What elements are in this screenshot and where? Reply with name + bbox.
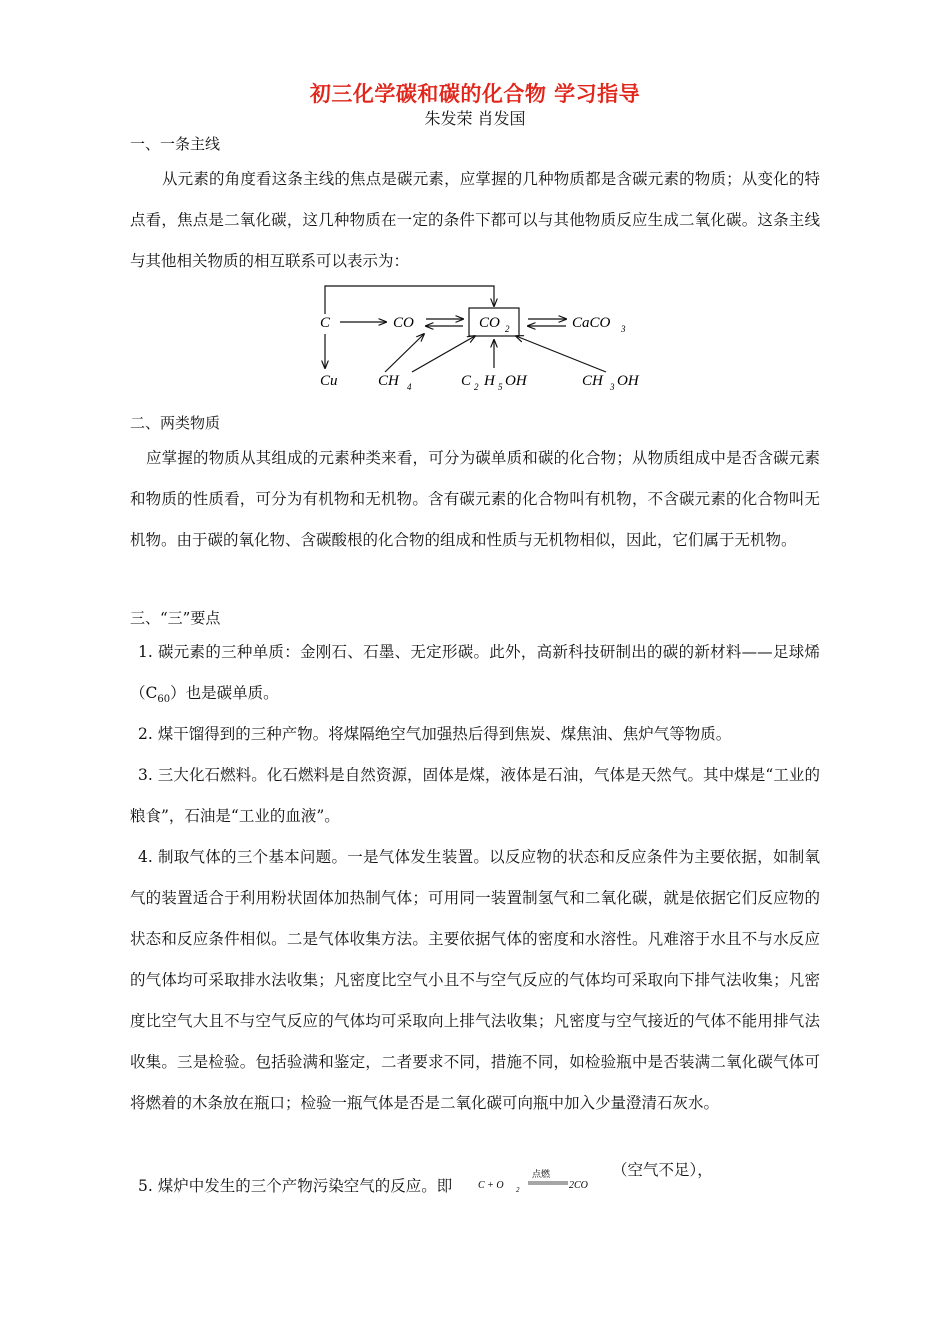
point-3: 3. 三大化石燃料。化石燃料是自然资源，固体是煤，液体是石油，气体是天然气。其中煤是“工业的粮食”，石油是“工业的血液”。: [130, 766, 820, 825]
label-c2h5oh-oh: OH: [505, 373, 527, 389]
label-co: CO: [393, 315, 414, 331]
label-ch3oh-oh: OH: [617, 373, 639, 389]
label-ch3oh-ch: CH: [582, 373, 603, 389]
section-heading-2: 二、两类物质: [130, 414, 221, 432]
carbon-relation-diagram: [300, 276, 660, 400]
point-1-text-a: 1. 碳元素的三种单质：金刚石、石墨、无定形碳。此外，高新科技研制出的碳的新材料——足球烯（C: [130, 643, 820, 702]
label-ch4: CH: [378, 373, 399, 389]
point-2: 2. 煤干馏得到的三种产物。将煤隔绝空气加强热后得到焦炭、煤焦油、焦炉气等物质。: [138, 725, 732, 743]
point-4: 4. 制取气体的三个基本问题。一是气体发生装置。以反应物的状态和反应条件为主要依据，如制氧气的装置适合于利用粉状固体加热制气体；可用同一装置制氢气和二氧化碳，就是依据它们反应物的状态和反应条件相似。二是气体收集方法。主要依据气体的密度和水溶性。凡难溶于水且不与水反应的气体均可采取排水法收集；凡密度比空气小且不与空气反应的气体均可采取向下排气法收集；凡密度比空气大且不与空气反应的气体均可采取向上排气法收集；凡密度与空气接近的气体不能用排气法收集。三是检验。包括验满和鉴定，二者要求不同，措施不同，如检验瓶中是否装满二氧化碳气体可将燃着的木条放在瓶口；检验一瓶气体是否是二氧化碳可向瓶中加入少量澄清石灰水。: [130, 848, 821, 1112]
section-1-paragraph: 从元素的角度看这条主线的焦点是碳元素，应掌握的几种物质都是含碳元素的物质；从变化的特点看，焦点是二氧化碳，这几种物质在一定的条件下都可以与其他物质反应生成二氧化碳。这条主线与其他相关物质的相互联系可以表示为：: [130, 170, 820, 270]
point-5-tail: （空气不足），: [612, 1161, 713, 1179]
arrow-ch4-to-co2: [412, 336, 475, 372]
label-ch3oh-sub: 3: [610, 382, 615, 392]
label-caco3: CaCO: [572, 315, 611, 331]
section-heading-1: 一、一条主线: [130, 135, 221, 153]
label-co2-sub: 2: [505, 324, 510, 334]
document-authors: 朱发荣 肖发国: [424, 109, 526, 128]
label-co2: CO: [479, 315, 500, 331]
section-2-paragraph: 应掌握的物质从其组成的元素种类来看，可分为碳单质和碳的化合物；从物质组成中是否含碳元素和物质的性质看，可分为有机物和无机物。含有碳元素的化合物叫有机物，不含碳元素的化合物叫无机物。由于碳的氧化物、含碳酸根的化合物的组成和性质与无机物相似，因此，它们属于无机物。: [130, 449, 820, 549]
eq-right: 2CO: [569, 1180, 588, 1191]
combustion-equation: [478, 1166, 606, 1200]
label-c2h5oh-sub1: 2: [474, 382, 479, 392]
label-c2h5oh-c: C: [461, 373, 472, 389]
section-heading-3: 三、“三”要点: [130, 609, 221, 627]
label-c2h5oh-h: H: [484, 373, 495, 389]
eq-left: C + O: [478, 1180, 504, 1191]
document-title: 初三化学碳和碳的化合物 学习指导: [309, 82, 641, 106]
point-1-text-b: ）也是碳单质。: [170, 684, 279, 702]
label-c: C: [320, 315, 331, 331]
eq-condition: 点燃: [532, 1169, 551, 1179]
point-1-subscript: 60: [157, 694, 171, 706]
label-ch4-sub: 4: [407, 382, 412, 392]
arrow-ch4-to-co: [385, 334, 424, 372]
label-caco3-sub: 3: [621, 324, 626, 334]
point-5: 5. 煤炉中发生的三个产物污染空气的反应。即: [138, 1177, 453, 1195]
label-cu: Cu: [320, 373, 338, 389]
arrow-ch3oh-to-co2: [516, 336, 606, 372]
eq-left-sub: 2: [516, 1186, 520, 1194]
label-c2h5oh-sub2: 5: [498, 382, 503, 392]
point-1: [130, 632, 820, 720]
